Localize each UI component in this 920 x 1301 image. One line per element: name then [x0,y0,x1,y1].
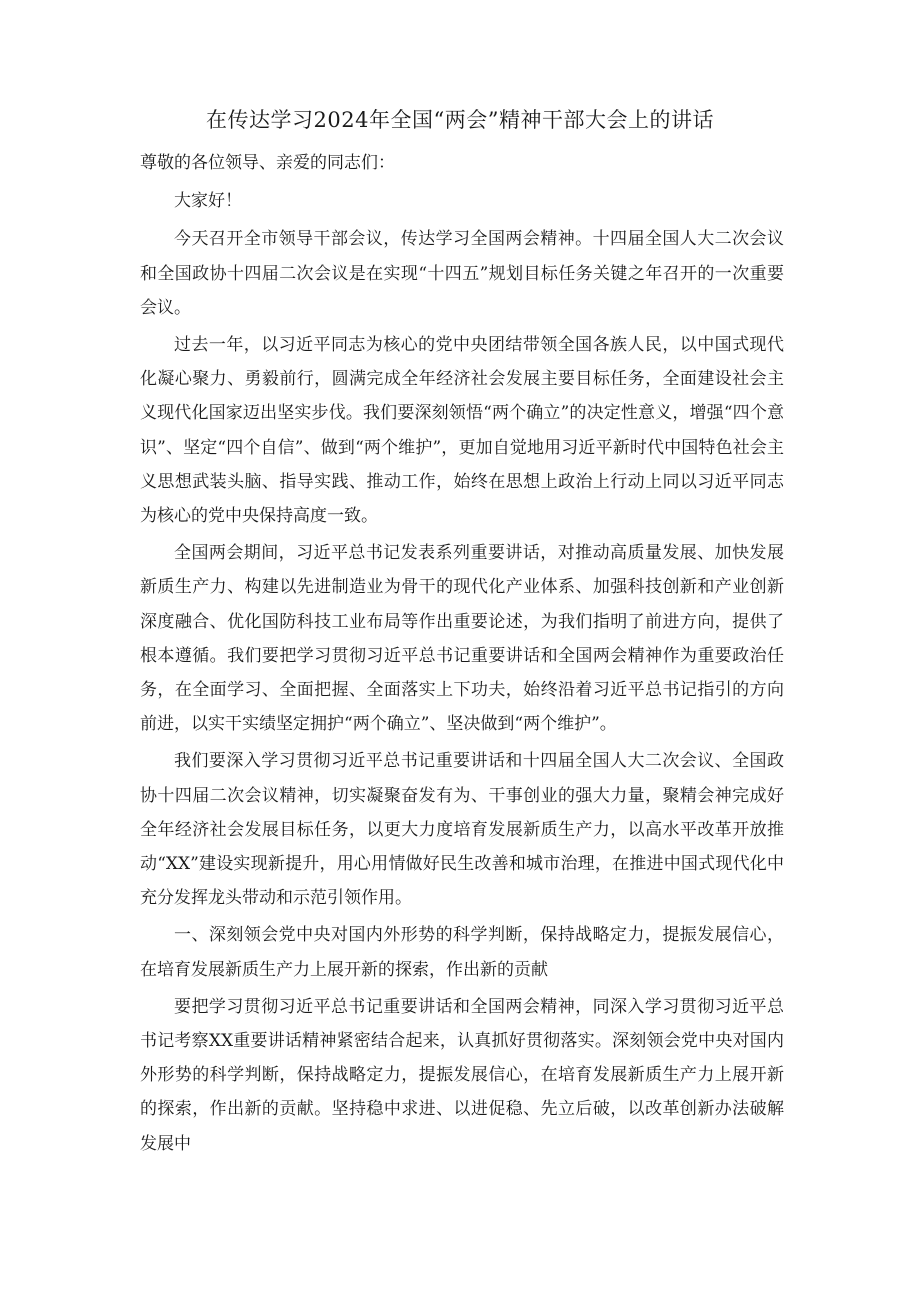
paragraph: 过去一年，以习近平同志为核心的党中央团结带领全国各族人民，以中国式现代化凝心聚力、勇毅前行，圆满完成全年经济社会发展主要目标任务，全面建设社会主义现代化国家迈出坚实步伐。我们要深刻领悟“两个确立”的决定性意义，增强“四个意识”、坚定“四个自信”、做到“两个维护”，更加自觉地用习近平新时代中国特色社会主义思想武装头脑、指导实践、推动工作，始终在思想上政治上行动上同以习近平同志为核心的党中央保持高度一致。 [140,335,784,527]
paragraph: 我们要深入学习贯彻习近平总书记重要讲话和十四届全国人大二次会议、全国政协十四届二次会议精神，切实凝聚奋发有为、干事创业的强大力量，聚精会神完成好全年经济社会发展目标任务，以更大力度培育发展新质生产力，以高水平改革开放推动“XX”建设实现新提升，用心用情做好民生改善和城市治理，在推进中国式现代化中充分发挥龙头带动和示范引领作用。 [140,751,784,909]
greeting: 大家好！ [174,191,242,212]
paragraph: 全国两会期间，习近平总书记发表系列重要讲话，对推动高质量发展、加快发展新质生产力、构建以先进制造业为骨干的现代化产业体系、加强科技创新和产业创新深度融合、优化国防科技工业布局等作出重要论述，为我们指明了前进方向，提供了根本遵循。我们要把学习贯彻习近平总书记重要讲话和全国两会精神作为重要政治任务，在全面学习、全面把握、全面落实上下功夫，始终沿着习近平总书记指引的方向前进，以实干实绩坚定拥护“两个确立”、坚决做到“两个维护”。 [140,543,784,735]
paragraph: 要把学习贯彻习近平总书记重要讲话和全国两会精神，同深入学习贯彻习近平总书记考察XX重要讲话精神紧密结合起来，认真抓好贯彻落实。深刻领会党中央对国内外形势的科学判断，保持战略定力，提振发展信心，在培育发展新质生产力上展开新的探索，作出新的贡献。坚持稳中求进、以进促稳、先立后破，以改革创新办法破解发展中 [140,996,784,1154]
paragraph: 今天召开全市领导干部会议，传达学习全国两会精神。十四届全国人大二次会议和全国政协十四届二次会议是在实现“十四五”规划目标任务关键之年召开的一次重要会议。 [140,229,784,318]
salutation: 尊敬的各位领导、亲爱的同志们： [140,153,395,173]
section-heading: 一、深刻领会党中央对国内外形势的科学判断，保持战略定力，提振发展信心，在培育发展新质生产力上展开新的探索，作出新的贡献 [140,925,784,980]
document-title: 在传达学习2024年全国“两会”精神干部大会上的讲话 [206,108,714,132]
document-body [140,146,784,1164]
